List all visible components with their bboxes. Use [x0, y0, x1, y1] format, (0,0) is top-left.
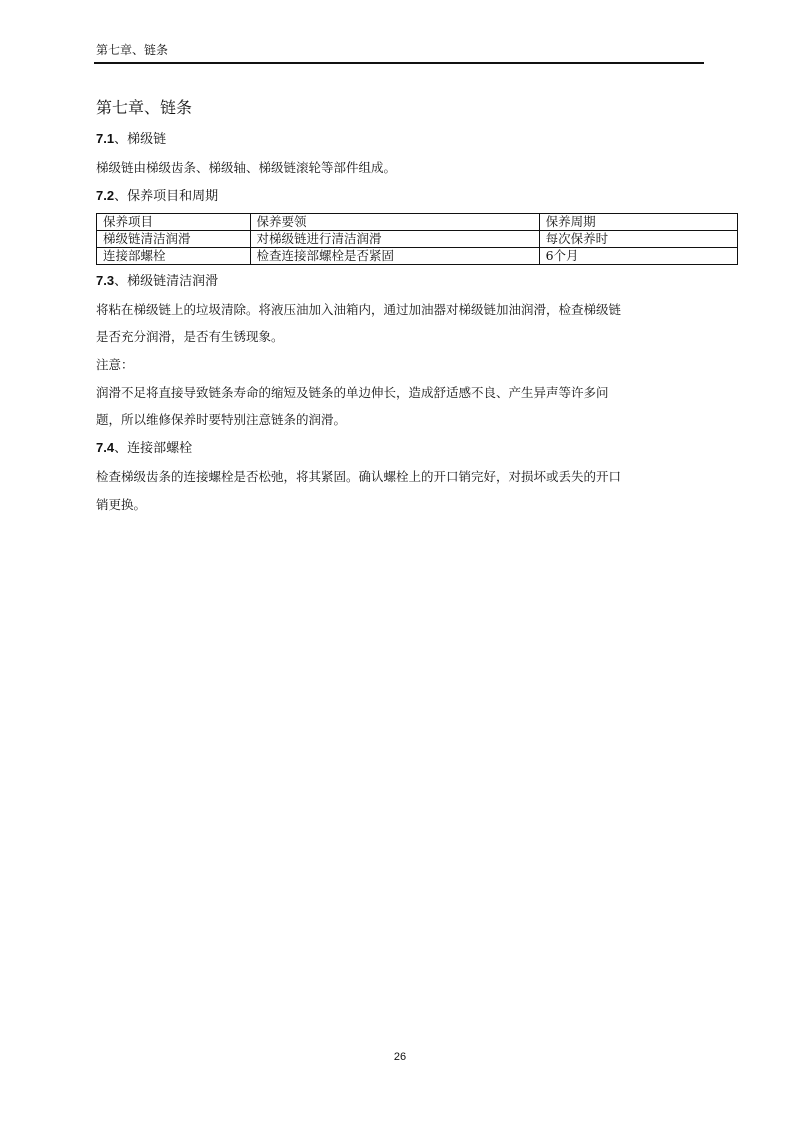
table-header-row	[97, 214, 738, 231]
table-header-cell: 保养项目	[97, 214, 251, 231]
section-7-2-heading	[96, 188, 218, 205]
table-cell: 每次保养时	[539, 231, 737, 248]
section-7-1-heading	[96, 131, 166, 148]
section-number: 7.1	[96, 131, 115, 146]
section-number: 7.2	[96, 188, 115, 203]
section-title: 、梯级链	[114, 132, 167, 147]
section-number: 7.4	[96, 440, 115, 455]
running-header: 第七章、链条	[96, 43, 169, 57]
table-cell: 检查连接部螺栓是否紧固	[250, 248, 539, 265]
table-row	[97, 231, 738, 248]
table-cell: 连接部螺栓	[97, 248, 251, 265]
section-title: 、连接部螺栓	[114, 441, 193, 456]
section-title: 、梯级链清洁润滑	[114, 274, 219, 289]
table-header-cell: 保养要领	[250, 214, 539, 231]
section-7-3-line-1: 将粘在梯级链上的垃圾清除。将液压油加入油箱内，通过加油器对梯级链加油润滑，检查梯级链	[96, 302, 622, 317]
section-title: 、保养项目和周期	[114, 189, 219, 204]
note-label: 注意：	[96, 357, 134, 372]
section-7-4-heading	[96, 440, 192, 457]
note-line-2: 题，所以维修保养时要特别注意链条的润滑。	[96, 412, 347, 427]
note-line-1: 润滑不足将直接导致链条寿命的缩短及链条的单边伸长，造成舒适感不良、产生异声等许多问	[96, 385, 609, 400]
section-7-4-line-1: 检查梯级齿条的连接螺栓是否松弛，将其紧固。确认螺栓上的开口销完好，对损坏或丢失的开口	[96, 469, 622, 484]
maintenance-table	[96, 213, 738, 265]
table-header-cell: 保养周期	[539, 214, 737, 231]
table-cell: 梯级链清洁润滑	[97, 231, 251, 248]
page-number: 26	[393, 1051, 407, 1063]
table-cell: 6个月	[539, 248, 737, 265]
chapter-title: 第七章、链条	[96, 98, 193, 117]
section-7-4-line-2: 销更换。	[96, 497, 147, 512]
section-number: 7.3	[96, 273, 115, 288]
header-rule	[94, 62, 704, 64]
section-7-3-heading	[96, 273, 218, 290]
section-7-3-line-2: 是否充分润滑，是否有生锈现象。	[96, 329, 284, 344]
table-cell: 对梯级链进行清洁润滑	[250, 231, 539, 248]
table-row	[97, 248, 738, 265]
section-7-1-paragraph: 梯级链由梯级齿条、梯级轴、梯级链滚轮等部件组成。	[96, 160, 397, 175]
